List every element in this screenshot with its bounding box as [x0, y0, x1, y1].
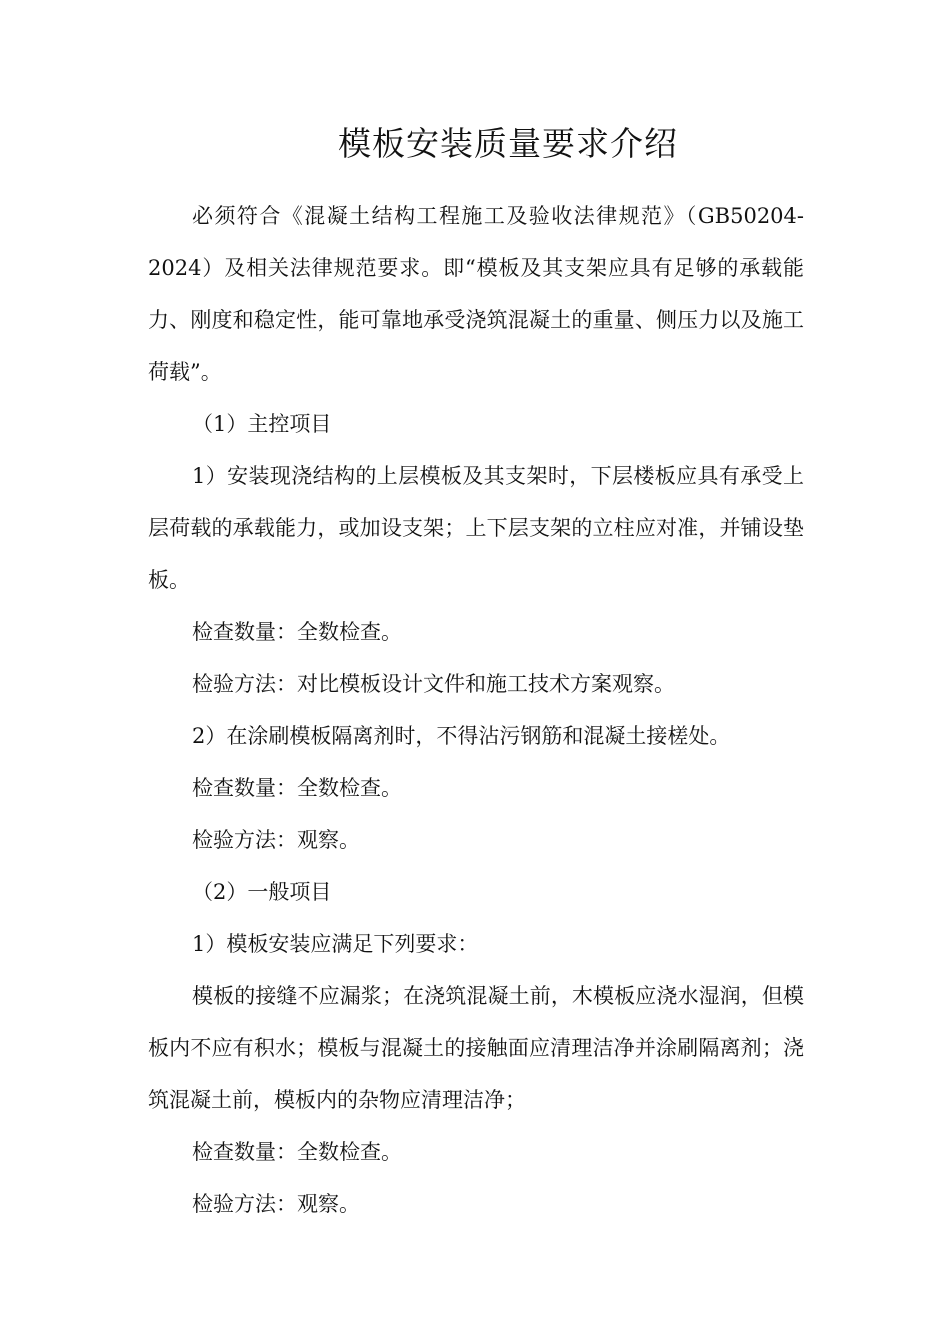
- paragraph-item-2: 2）在涂刷模板隔离剂时，不得沾污钢筋和混凝土接槎处。: [192, 724, 731, 748]
- document-body: [148, 190, 804, 1230]
- paragraph-check-method: 检验方法：对比模板设计文件和施工技术方案观察。: [192, 672, 675, 696]
- paragraph-requirements: 模板的接缝不应漏浆；在浇筑混凝土前，木模板应浇水湿润，但模板内不应有积水；模板与混凝土的接触面应清理洁净并涂刷隔离剂；浇筑混凝土前，模板内的杂物应清理洁净；: [148, 984, 804, 1112]
- section-heading-main-control: （1）主控项目: [192, 412, 332, 436]
- paragraph-check-quantity: 检查数量：全数检查。: [192, 776, 402, 800]
- paragraph-item-1: 1）安装现浇结构的上层模板及其支架时，下层楼板应具有承受上层荷载的承载能力，或加设支架；上下层支架的立柱应对准，并铺设垫板。: [148, 464, 804, 592]
- document-title: 模板安装质量要求介绍: [338, 124, 678, 163]
- paragraph-intro: 必须符合《混凝土结构工程施工及验收法律规范》（GB50204-2024）及相关法律规范要求。即“模板及其支架应具有足够的承载能力、刚度和稳定性，能可靠地承受浇筑混凝土的重量、侧压力以及施工荷载”。: [148, 204, 804, 384]
- section-heading-general: （2）一般项目: [192, 880, 332, 904]
- paragraph-check-method: 检验方法：观察。: [192, 1192, 360, 1216]
- paragraph-check-quantity: 检查数量：全数检查。: [192, 620, 402, 644]
- paragraph-general-item-1: 1）模板安装应满足下列要求：: [192, 932, 479, 956]
- paragraph-check-method: 检验方法：观察。: [192, 828, 360, 852]
- paragraph-check-quantity: 检查数量：全数检查。: [192, 1140, 402, 1164]
